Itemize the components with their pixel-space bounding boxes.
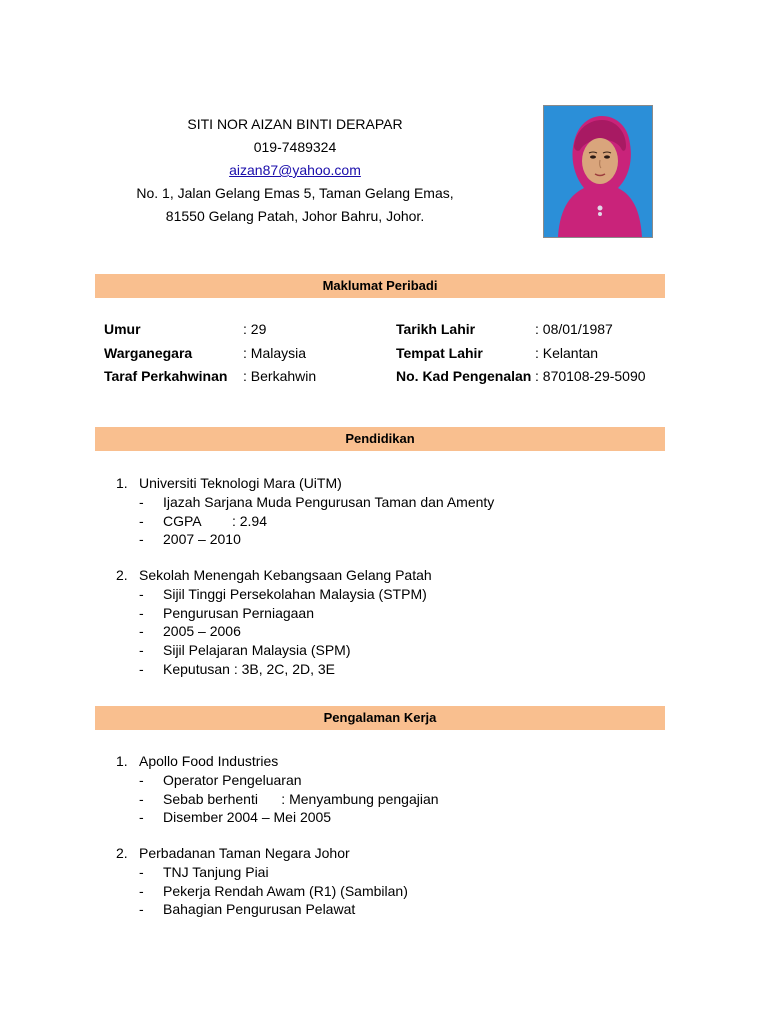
contact-header xyxy=(95,113,495,228)
marital-value: : Berkahwin xyxy=(243,368,317,384)
list-detail: - Sijil Tinggi Persekolahan Malaysia (STPM) xyxy=(139,586,427,603)
address-line-1: No. 1, Jalan Gelang Emas 5, Taman Gelang Emas, xyxy=(136,185,454,201)
employer-name: Apollo Food Industries xyxy=(139,753,279,769)
list-detail: - 2007 – 2010 xyxy=(139,531,241,548)
list-detail: - Operator Pengeluaran xyxy=(139,772,302,788)
ic-value: : 870108-29-5090 xyxy=(535,368,646,384)
pob-value: : Kelantan xyxy=(535,345,599,361)
section-header-education: Pendidikan xyxy=(95,427,665,451)
ic-label: No. Kad Pengenalan xyxy=(396,368,532,384)
list-item xyxy=(116,474,656,493)
education-list xyxy=(116,474,656,679)
portrait-image xyxy=(544,106,652,237)
age-value: : 29 xyxy=(243,321,267,337)
dob-label: Tarikh Lahir xyxy=(396,321,476,337)
item-number: 2. xyxy=(116,567,128,584)
list-item xyxy=(116,566,656,585)
marital-label: Taraf Perkahwinan xyxy=(104,368,228,384)
list-detail: - TNJ Tanjung Piai xyxy=(139,864,269,881)
list-detail: - 2005 – 2006 xyxy=(139,623,241,640)
employer-name: Perbadanan Taman Negara Johor xyxy=(139,845,350,862)
institution-name: Universiti Teknologi Mara (UiTM) xyxy=(139,475,342,491)
profile-photo xyxy=(543,105,653,238)
list-detail: - CGPA : 2.94 xyxy=(139,512,268,529)
address-line-2: 81550 Gelang Patah, Johor Bahru, Johor. xyxy=(165,208,425,224)
list-detail: - Pekerja Rendah Awam (R1) (Sambilan) xyxy=(139,882,408,899)
institution-name: Sekolah Menengah Kebangsaan Gelang Patah xyxy=(139,567,432,584)
email-link[interactable]: aizan87@yahoo.com xyxy=(229,162,361,178)
list-detail: - Pengurusan Perniagaan xyxy=(139,604,315,621)
full-name: SITI NOR AIZAN BINTI DERAPAR xyxy=(187,116,403,132)
list-item xyxy=(116,844,656,863)
list-detail: - Sebab berhenti : Menyambung pengajian xyxy=(139,790,439,807)
item-number: 1. xyxy=(116,475,128,491)
section-header-personal: Maklumat Peribadi xyxy=(95,274,665,298)
info-row-age-dob xyxy=(104,321,664,343)
list-detail: - Ijazah Sarjana Muda Pengurusan Taman dan Amenty xyxy=(139,494,495,510)
list-item xyxy=(116,752,656,771)
dob-value: : 08/01/1987 xyxy=(535,321,613,337)
pob-label: Tempat Lahir xyxy=(396,345,483,361)
item-number: 1. xyxy=(116,753,128,769)
item-number: 2. xyxy=(116,845,128,862)
list-detail: - Bahagian Pengurusan Pelawat xyxy=(139,901,356,918)
phone-number: 019-7489324 xyxy=(253,139,337,155)
age-label: Umur xyxy=(104,321,141,337)
list-detail: - Disember 2004 – Mei 2005 xyxy=(139,809,332,826)
nationality-value: : Malaysia xyxy=(243,345,307,361)
info-row-marital-ic xyxy=(104,368,664,390)
list-detail: - Keputusan : 3B, 2C, 2D, 3E xyxy=(139,660,335,677)
info-row-nationality-pob xyxy=(104,345,664,367)
experience-list xyxy=(116,752,656,919)
section-header-experience: Pengalaman Kerja xyxy=(95,706,665,730)
nationality-label: Warganegara xyxy=(104,345,193,361)
list-detail: - Sijil Pelajaran Malaysia (SPM) xyxy=(139,642,351,659)
